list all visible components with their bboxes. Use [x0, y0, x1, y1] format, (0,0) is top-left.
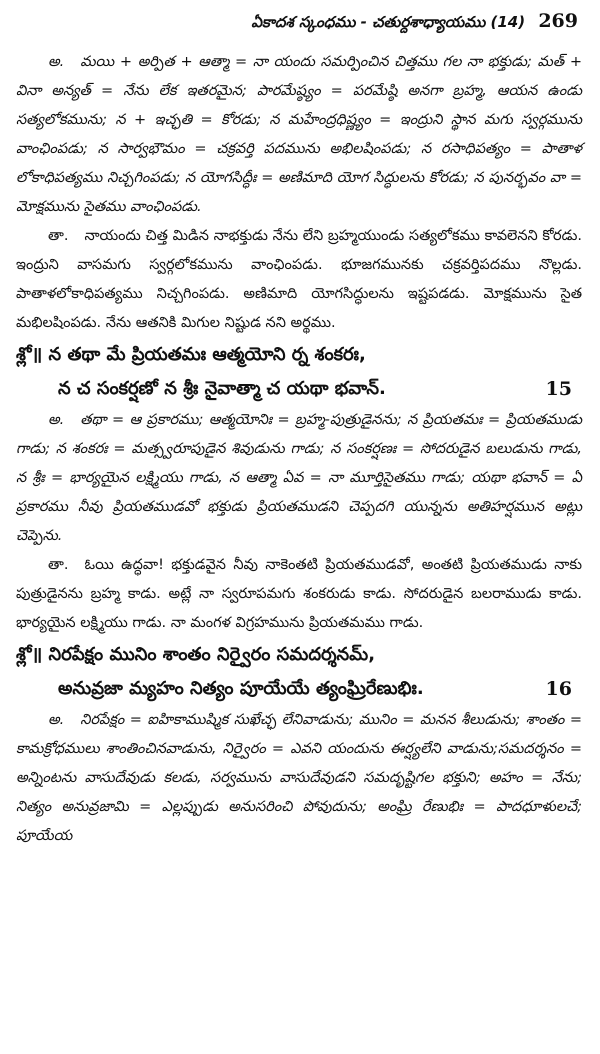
paragraph-text: తథా = ఆ ప్రకారము; ఆత్మయోనిః = బ్రహ్మ-పుత్రుడైనను; న ప్రియతమః = ప్రియతముడు గాడు; న శంకరః = మత్స్వరూపుడైన శివుడును గాడు; న సంకర్షణః = సోదరుడైన బలుడును గాడు, న శ్రీః = భార్యయైన లక్ష్మియు గాడు, న ఆత్మా ఏవ = నా మూర్తిసైతము గాడు; యథా భవాన్ = ఏ ప్రకారము నీవు ప్రియతముడవో భక్తుడు ప్రియతముడని చెప్పదగి యున్నను అతిహర్షమున అట్లు చెప్పెను.: [16, 412, 582, 544]
paragraph-text: నిరపేక్షం = ఐహికాముష్మిక సుఖేచ్ఛ లేనివాడును; మునిం = మనన శీలుడును; శాంతం = కామక్రోధములు శాంతించినవాడును, నిర్వైరం = ఎవని యందును ఈర్ష్యలేని వాడును;సమదర్శనం = అన్నింటను వాసుదేవుడు కలడు, సర్వమును వాసుదేవుడని సమదృష్టిగల భక్తుని; అహం = నేను; నిత్యం అనువ్రజామి = ఎల్లప్పుడు అనుసరించి పోవుదును; అంఘ్రి రేణుభిః = పాదధూళులచే; పూయేయ: [16, 712, 582, 844]
verse-line-2: న చ సంకర్షణో న శ్రీః నైవాత్మా చ యథా భవాన్.: [58, 378, 386, 399]
paragraph-marker: అ.: [48, 712, 65, 728]
word-meaning-paragraph: [16, 706, 582, 851]
verse-number: 16: [545, 678, 572, 700]
page-number: 269: [538, 10, 578, 32]
paragraph-text: మయి + అర్పిత + ఆత్మా = నా యందు సమర్పించిన చిత్తము గల నా భక్తుడు; మత్ + వినా అన్యత్ = నేను లేక ఇతరమైన; పారమేష్ఠ్యం = పరమేష్ఠి అనగా బ్రహ్మ, ఆయన ఉండు సత్యలోకమును; న + ఇచ్ఛతి = కోరడు; న మహేంద్రధిష్ణ్యం = ఇంద్రుని స్థాన మగు స్వర్గమును వాంఛింపడు; న సార్వభౌమం = చక్రవర్తి పదమును అభిలషింపడు; న రసాధిపత్యం = పాతాళ లోకాధిపత్యము నిచ్చగింపడు; న యోగసిద్ధీః = అణిమాది యోగ సిద్ధులను కోరడు; న పునర్భవం వా = మోక్షమును సైతము వాంఛింపడు.: [16, 54, 582, 215]
meaning-paragraph: [16, 551, 582, 638]
word-meaning-paragraph: [16, 48, 582, 222]
word-meaning-paragraph: [16, 406, 582, 551]
paragraph-marker: తా.: [48, 228, 69, 244]
paragraph-marker: అ.: [48, 412, 65, 428]
chapter-title: ఏకాదశ స్కంధము - చతుర్దశాధ్యాయము (14): [251, 13, 526, 31]
verse-line-1: శ్లో॥ నిరపేక్షం మునిం శాంతం నిర్వైరం సమదర్శనమ్,: [16, 644, 376, 665]
verse-line-2: అనువ్రజా మ్యహం నిత్యం పూయేయే త్యంఘ్రిరేణుభిః.: [58, 678, 424, 699]
page-body: [16, 48, 582, 851]
verse-15: [16, 338, 582, 406]
verse-number: 15: [545, 378, 572, 400]
paragraph-marker: అ.: [48, 54, 65, 70]
verse-line-1: శ్లో॥ న తథా మే ప్రియతమః ఆత్మయోని ర్న శంకరః,: [16, 344, 366, 365]
paragraph-marker: తా.: [48, 557, 69, 573]
meaning-paragraph: [16, 222, 582, 338]
verse-16: [16, 638, 582, 706]
running-header: [0, 10, 578, 35]
paragraph-text: నాయందు చిత్త మిడిన నాభక్తుడు నేను లేని బ్రహ్మయుండు సత్యలోకము కావలెనని కోరడు. ఇంద్రుని వాసమగు స్వర్గలోకమును వాంఛింపడు. భూజగమునకు చక్రవర్తిపదము నొల్లడు. పాతాళలోకాధిపత్యము నిచ్చగింపడు. అణిమాది యోగసిద్ధులను ఇష్టపడడు. మోక్షమును సైత మభిలషింపడు. నేను ఆతనికి మిగుల నిష్టుడ నని అర్థము.: [16, 228, 582, 331]
paragraph-text: ఓయి ఉద్ధవా! భక్తుడవైన నీవు నాకెంతటి ప్రియతముడవో, అంతటి ప్రియతముడు నాకు పుత్రుడైనను బ్రహ్మ కాడు. అట్లే నా స్వరూపమగు శంకరుడు కాడు. సోదరుడైన బలరాముడు కాడు. భార్యయైన లక్ష్మియు గాడు. నా మంగళ విగ్రహమును ప్రియతమము గాడు.: [16, 557, 582, 631]
